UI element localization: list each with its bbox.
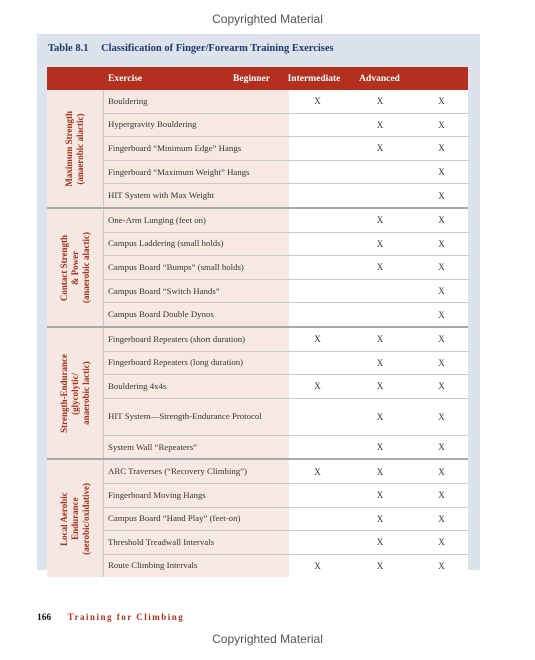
advanced-cell: X bbox=[438, 442, 445, 453]
advanced-cell: X bbox=[438, 167, 445, 178]
group-label-cell bbox=[47, 460, 104, 577]
beginner-cell bbox=[289, 256, 346, 279]
table-group bbox=[47, 209, 468, 328]
header-intermediate: Intermediate bbox=[287, 73, 341, 84]
beginner-cell: X bbox=[314, 381, 321, 392]
advanced-cell: X bbox=[438, 286, 445, 297]
table-row bbox=[104, 531, 469, 555]
exercise-cell: HIT System—Strength-Endurance Protocol bbox=[104, 399, 289, 435]
beginner-cell bbox=[289, 352, 346, 375]
group-label-cell bbox=[47, 209, 104, 326]
intermediate-cell: X bbox=[376, 537, 384, 548]
group-label-cell bbox=[47, 90, 104, 207]
advanced-cell: X bbox=[438, 96, 445, 107]
beginner-cell bbox=[289, 508, 346, 531]
intermediate-cell: X bbox=[376, 215, 384, 226]
beginner-cell bbox=[289, 303, 346, 326]
exercise-cell: Campus Board “Switch Hands” bbox=[104, 280, 289, 303]
intermediate-cell bbox=[346, 184, 414, 207]
exercise-cell: Campus Board “Bumps” (small holds) bbox=[104, 256, 289, 279]
intermediate-cell: X bbox=[376, 560, 384, 571]
intermediate-cell: X bbox=[376, 442, 384, 453]
table-row bbox=[104, 137, 469, 161]
exercise-cell: Fingerboard “Minimum Edge” Hangs bbox=[104, 137, 289, 160]
intermediate-cell: X bbox=[376, 411, 384, 422]
table-row bbox=[104, 328, 469, 352]
advanced-cell: X bbox=[438, 143, 445, 154]
exercise-cell: Threshold Treadwall Intervals bbox=[104, 531, 289, 554]
exercise-cell: Fingerboard “Maximum Weight” Hangs bbox=[104, 161, 289, 184]
group-label: Contact Strength & Power (anaerobic alactic) bbox=[58, 231, 91, 303]
table-header-row bbox=[47, 67, 468, 90]
table-row bbox=[104, 484, 469, 508]
group-label-cell bbox=[47, 328, 104, 458]
table-group bbox=[47, 460, 468, 577]
table-row bbox=[104, 233, 469, 257]
exercise-cell: System Wall “Repeaters” bbox=[104, 436, 289, 459]
table-body bbox=[47, 90, 468, 577]
table-row bbox=[104, 508, 469, 532]
table-group bbox=[47, 90, 468, 209]
exercise-cell: Campus Board Double Dynos bbox=[104, 303, 289, 326]
exercise-cell: Bouldering 4x4s bbox=[104, 375, 289, 398]
page-number: 166 bbox=[37, 613, 52, 623]
watermark-top: Copyrighted Material bbox=[212, 12, 323, 26]
exercise-cell: Fingerboard Moving Hangs bbox=[104, 484, 289, 507]
table-row bbox=[104, 352, 469, 376]
table-row bbox=[104, 399, 469, 436]
intermediate-cell: X bbox=[376, 357, 384, 368]
table-row bbox=[104, 303, 469, 326]
advanced-cell: X bbox=[438, 513, 445, 524]
exercise-cell: Bouldering bbox=[104, 90, 289, 113]
exercise-cell: HIT System with Max Weight bbox=[104, 184, 289, 207]
intermediate-cell: X bbox=[376, 381, 384, 392]
advanced-cell: X bbox=[438, 466, 445, 477]
header-advanced: Advanced bbox=[359, 73, 400, 84]
group-label: Local Aerobic Endurance (aerobic/oxidative) bbox=[58, 482, 91, 555]
beginner-cell bbox=[289, 280, 346, 303]
table-number: Table 8.1 bbox=[48, 43, 89, 54]
table-row bbox=[104, 375, 469, 399]
advanced-cell: X bbox=[438, 190, 445, 201]
table-caption bbox=[48, 43, 334, 54]
table-row bbox=[104, 161, 469, 185]
table-row bbox=[104, 90, 469, 114]
exercise-cell: Fingerboard Repeaters (short duration) bbox=[104, 328, 289, 351]
advanced-cell: X bbox=[438, 215, 445, 226]
table-row bbox=[104, 436, 469, 459]
exercise-cell: Hypergravity Bouldering bbox=[104, 114, 289, 137]
beginner-cell bbox=[289, 184, 346, 207]
intermediate-cell: X bbox=[376, 119, 384, 130]
advanced-cell: X bbox=[438, 537, 445, 548]
advanced-cell: X bbox=[438, 334, 445, 345]
advanced-cell: X bbox=[438, 309, 445, 320]
intermediate-cell: X bbox=[376, 466, 384, 477]
exercise-cell: Fingerboard Repeaters (long duration) bbox=[104, 352, 289, 375]
group-label: Maximum Strength (anaerobic alactic) bbox=[64, 110, 85, 187]
table-row bbox=[104, 184, 469, 207]
table-panel bbox=[37, 34, 480, 570]
advanced-cell: X bbox=[438, 490, 445, 501]
advanced-cell: X bbox=[438, 381, 445, 392]
beginner-cell bbox=[289, 233, 346, 256]
beginner-cell: X bbox=[314, 466, 321, 477]
page-footer bbox=[37, 612, 184, 623]
book-title: Training for Climbing bbox=[67, 612, 185, 622]
table-row bbox=[104, 256, 469, 280]
intermediate-cell: X bbox=[376, 334, 384, 345]
table-row bbox=[104, 114, 469, 138]
beginner-cell bbox=[289, 137, 346, 160]
beginner-cell: X bbox=[314, 96, 321, 107]
beginner-cell: X bbox=[314, 560, 321, 571]
intermediate-cell bbox=[346, 303, 414, 326]
exercise-cell: Campus Board “Hand Play” (feet-on) bbox=[104, 508, 289, 531]
table-row bbox=[104, 460, 469, 484]
advanced-cell: X bbox=[438, 411, 445, 422]
header-exercise: Exercise bbox=[108, 73, 143, 84]
group-label: Strength-Endurance (glycolytic/ anaerobic lactic) bbox=[58, 353, 91, 433]
advanced-cell: X bbox=[438, 357, 445, 368]
beginner-cell bbox=[289, 161, 346, 184]
exercise-cell: One-Arm Lunging (feet on) bbox=[104, 209, 289, 232]
intermediate-cell bbox=[346, 161, 414, 184]
beginner-cell bbox=[289, 531, 346, 554]
advanced-cell: X bbox=[438, 119, 445, 130]
beginner-cell bbox=[289, 114, 346, 137]
advanced-cell: X bbox=[438, 262, 445, 273]
table-row bbox=[104, 280, 469, 304]
exercise-cell: ARC Traverses (“Recovery Climbing”) bbox=[104, 460, 289, 483]
intermediate-cell: X bbox=[376, 490, 384, 501]
table-row bbox=[104, 209, 469, 233]
intermediate-cell: X bbox=[376, 513, 384, 524]
intermediate-cell bbox=[346, 280, 414, 303]
exercise-cell: Campus Laddering (small holds) bbox=[104, 233, 289, 256]
beginner-cell bbox=[289, 209, 346, 232]
beginner-cell bbox=[289, 399, 346, 435]
intermediate-cell: X bbox=[376, 143, 384, 154]
table-title: Classification of Finger/Forearm Training Exercises bbox=[101, 43, 334, 54]
table-group bbox=[47, 328, 468, 460]
watermark-bottom: Copyrighted Material bbox=[212, 632, 323, 646]
beginner-cell bbox=[289, 484, 346, 507]
header-beginner: Beginner bbox=[233, 73, 270, 84]
classification-table bbox=[47, 67, 468, 577]
beginner-cell bbox=[289, 436, 346, 459]
exercise-cell: Route Climbing Intervals bbox=[104, 555, 289, 578]
advanced-cell: X bbox=[438, 560, 445, 571]
intermediate-cell: X bbox=[376, 238, 384, 249]
advanced-cell: X bbox=[438, 238, 445, 249]
intermediate-cell: X bbox=[376, 96, 384, 107]
intermediate-cell: X bbox=[376, 262, 384, 273]
table-row bbox=[104, 555, 469, 578]
beginner-cell: X bbox=[314, 334, 321, 345]
